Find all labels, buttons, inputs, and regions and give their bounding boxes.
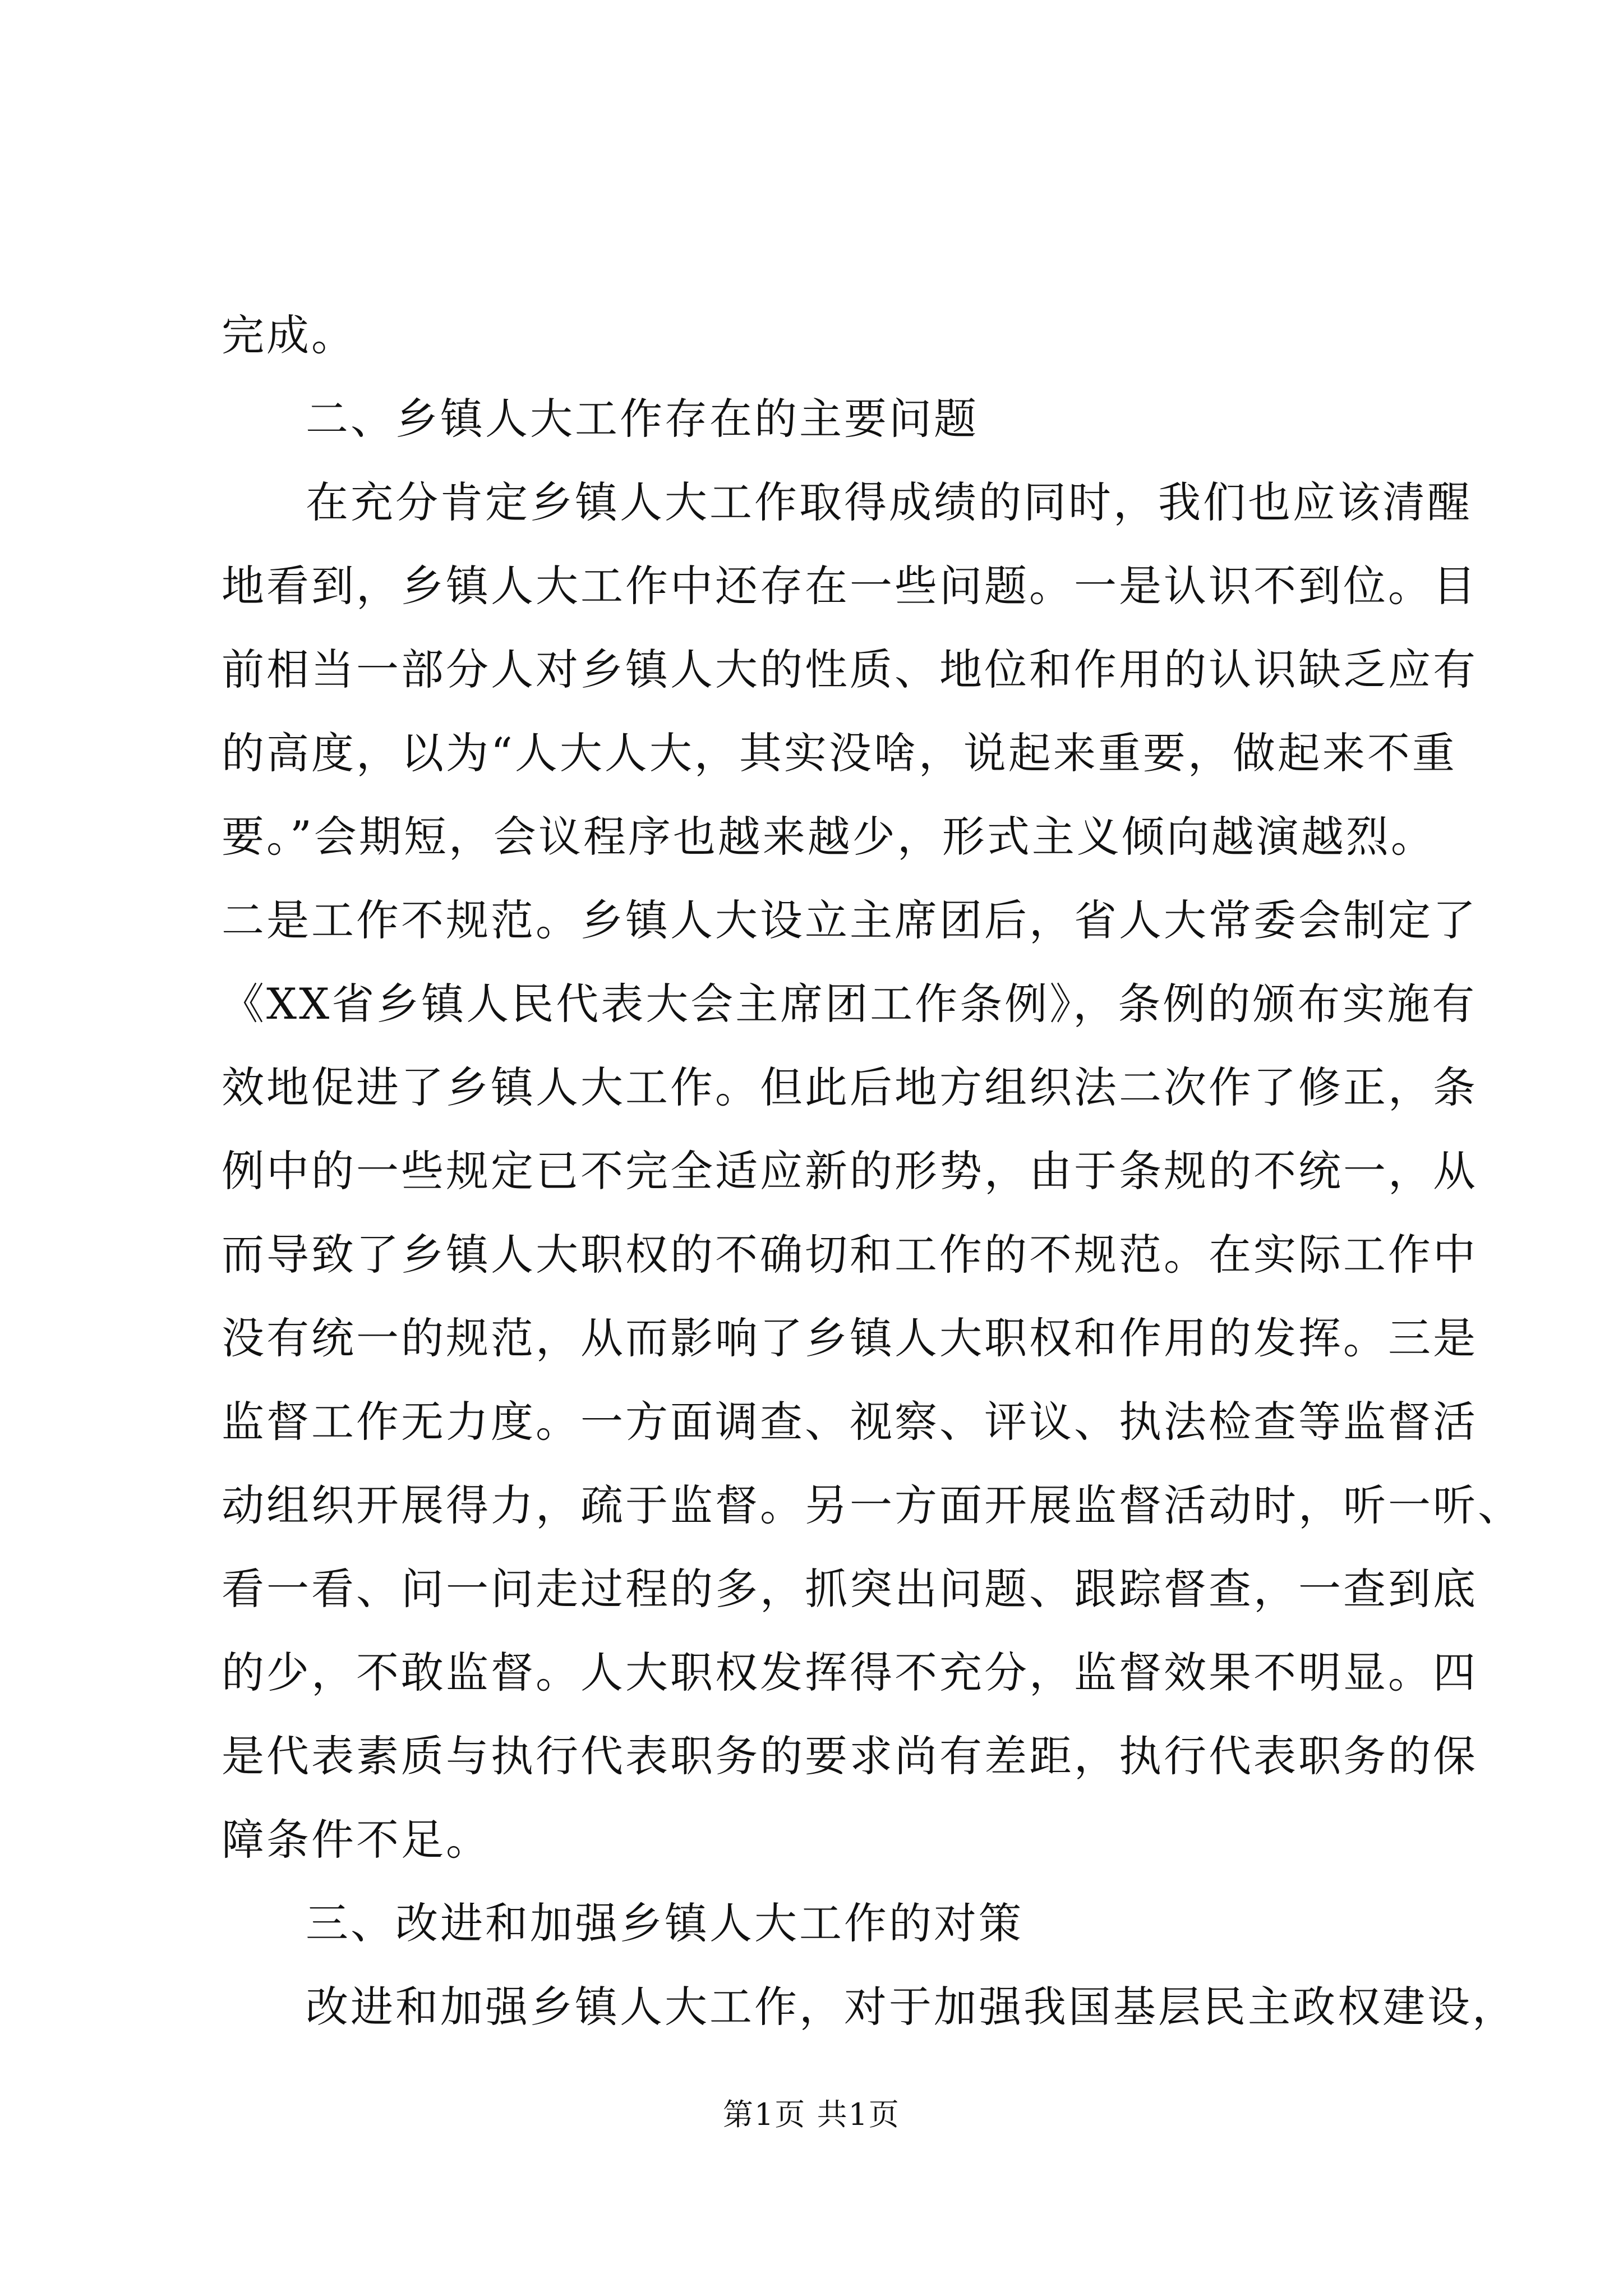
text-line: 的高度，以为“人大人大，其实没啥，说起来重要，做起来不重 <box>222 728 1457 778</box>
text-line: 完成。 <box>222 310 356 360</box>
text-line: 的少，不敢监督。人大职权发挥得不充分，监督效果不明显。四 <box>222 1648 1478 1697</box>
text-line: 地看到，乡镇人大工作中还存在一些问题。一是认识不到位。目 <box>222 561 1478 611</box>
text-line: 要。”会期短，会议程序也越来越少，形式主义倾向越演越烈。 <box>222 812 1436 862</box>
text-line: 而导致了乡镇人大职权的不确切和工作的不规范。在实际工作中 <box>222 1230 1478 1280</box>
text-line: 二是工作不规范。乡镇人大设立主席团后，省人大常委会制定了 <box>222 895 1478 945</box>
text-line: 前相当一部分人对乡镇人大的性质、地位和作用的认识缺乏应有 <box>222 645 1478 694</box>
text-line: 改进和加强乡镇人大工作，对于加强我国基层民主政权建设， <box>306 1982 1517 2032</box>
text-line: 障条件不足。 <box>222 1815 491 1865</box>
text-line: 没有统一的规范，从而影响了乡镇人大职权和作用的发挥。三是 <box>222 1313 1478 1363</box>
text-line: 是代表素质与执行代表职务的要求尚有差距，执行代表职务的保 <box>222 1731 1478 1781</box>
text-line: 在充分肯定乡镇人大工作取得成绩的同时，我们也应该清醒 <box>306 477 1472 527</box>
text-line: 监督工作无力度。一方面调查、视察、评议、执法检查等监督活 <box>222 1397 1478 1447</box>
text-line: 例中的一些规定已不完全适应新的形势，由于条规的不统一，从 <box>222 1146 1478 1196</box>
section-heading: 三、改进和加强乡镇人大工作的对策 <box>306 1898 1023 1948</box>
section-heading: 二、乡镇人大工作存在的主要问题 <box>306 394 979 444</box>
text-line: 看一看、问一问走过程的多，抓突出问题、跟踪督查，一查到底 <box>222 1564 1478 1614</box>
text-line: 动组织开展得力，疏于监督。另一方面开展监督活动时，听一听、 <box>222 1480 1523 1530</box>
page-footer: 第1页 共1页 <box>723 2097 900 2132</box>
text-line: 《XX省乡镇人民代表大会主席团工作条例》，条例的颁布实施有 <box>222 979 1477 1029</box>
text-line: 效地促进了乡镇人大工作。但此后地方组织法二次作了修正，条 <box>222 1062 1478 1112</box>
